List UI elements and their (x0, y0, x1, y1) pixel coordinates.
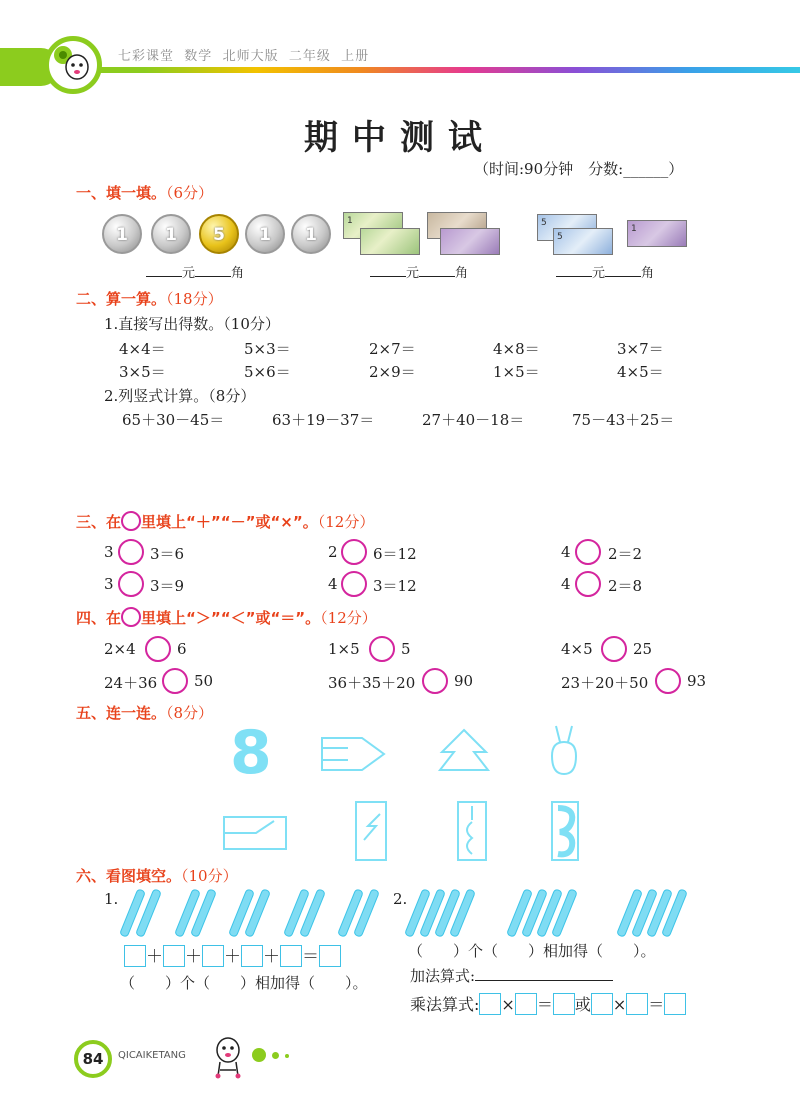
q1-number: 1. (104, 890, 119, 908)
footer-brand: QICAIKETANG (118, 1050, 186, 1061)
compare-right: 93 (687, 672, 707, 690)
answer-circle[interactable] (118, 539, 144, 565)
plus-sign: ＋ (224, 947, 241, 967)
page-number: 84 (74, 1040, 112, 1078)
addition-label: 加法算式: (410, 967, 476, 985)
q1-addition-boxes (124, 942, 341, 967)
compare-left: 4×5 (561, 640, 593, 658)
equals-sign: ＝ (302, 947, 319, 967)
shape-tree-half[interactable] (354, 800, 388, 862)
calc-item: 1×5＝ (493, 363, 540, 381)
compare-right: 25 (633, 640, 653, 658)
q2-multiplication-line (410, 992, 686, 1015)
op-left: 3 (104, 543, 114, 561)
calc-item: 5×6＝ (244, 363, 291, 381)
answer-box[interactable] (241, 945, 263, 967)
addition-blank[interactable] (475, 980, 613, 981)
op-item (561, 575, 571, 593)
section5-points: （8分） (166, 704, 214, 722)
op-left: 4 (561, 575, 571, 593)
answer-box[interactable] (626, 993, 648, 1015)
banknote-5-yuan (553, 228, 613, 255)
coin-label: 1 (165, 225, 177, 245)
compare-left: 1×5 (328, 640, 360, 658)
shape-digit-eight[interactable]: 8 (230, 718, 272, 788)
yuan-blank[interactable] (146, 276, 182, 277)
vertical-calc-item: 27＋40－18＝ (422, 411, 525, 429)
answer-box[interactable] (591, 993, 613, 1015)
calc-item: 4×8＝ (493, 340, 540, 358)
answer-circle[interactable] (162, 668, 188, 694)
banknote-1-jiao (360, 228, 420, 255)
op-left: 4 (561, 543, 571, 561)
page-title: 期中测试 (304, 118, 496, 158)
calc-item: 4×4＝ (119, 340, 166, 358)
footer-dot-small (285, 1054, 289, 1058)
compare-right: 90 (454, 672, 474, 690)
banknote-5-jiao (627, 220, 687, 247)
multiplication-label: 乘法算式: (410, 995, 480, 1014)
answer-circle[interactable] (575, 571, 601, 597)
op-left: 4 (328, 575, 338, 593)
q2-addition-line (410, 965, 613, 986)
op-item (328, 575, 338, 593)
op-left: 3 (104, 575, 114, 593)
header-mascot-badge (44, 36, 102, 94)
section3-points: （12分） (317, 513, 375, 531)
answer-circle[interactable] (145, 636, 171, 662)
answer-line-1 (146, 262, 244, 281)
section5-heading (76, 702, 213, 723)
section2-part1-title: 1.直接写出得数。（10分） (104, 315, 280, 333)
header-color-bar (0, 67, 800, 73)
compare-left: 36＋35＋20 (328, 674, 416, 692)
section1-points: （6分） (166, 184, 214, 202)
or-word: 或 (574, 995, 591, 1014)
equals-sign: ＝ (536, 995, 553, 1014)
equals-sign: ＝ (648, 995, 665, 1014)
answer-circle[interactable] (422, 668, 448, 694)
op-right: 3＝9 (150, 577, 185, 595)
answer-box[interactable] (319, 945, 341, 967)
section2-points: （18分） (166, 290, 223, 308)
answer-box[interactable] (202, 945, 224, 967)
coin-label: 1 (305, 225, 317, 245)
shape-tree-outline[interactable] (436, 726, 492, 774)
banknote-label: 1 (631, 224, 637, 234)
coin-label: 5 (213, 225, 225, 245)
answer-circle[interactable] (575, 539, 601, 565)
coin-1-yuan (102, 214, 142, 254)
section4-points: （12分） (320, 609, 377, 627)
op-right: 2＝2 (608, 545, 643, 563)
answer-circle[interactable] (341, 571, 367, 597)
banknote-label: 5 (557, 232, 563, 242)
compare-right: 50 (194, 672, 214, 690)
op-item (104, 543, 114, 561)
coin-label: 1 (259, 225, 271, 245)
section6-heading (76, 865, 238, 886)
plus-sign: ＋ (185, 947, 202, 967)
op-right: 3＝6 (150, 545, 185, 563)
header-edition: 北师大版 (222, 49, 279, 64)
q2-number: 2. (393, 890, 408, 908)
shape-rabbit-half[interactable] (456, 800, 488, 862)
calc-item: 2×9＝ (369, 363, 416, 381)
unit-jiao: 角 (231, 266, 245, 281)
section3-title-post: 里填上“＋”“－”或“×”。 (141, 513, 318, 531)
section5-title: 五、连一连。 (76, 704, 167, 722)
shape-eight-half[interactable] (550, 800, 580, 862)
answer-box[interactable] (515, 993, 537, 1015)
vertical-calc-item: 63＋19－37＝ (272, 411, 375, 429)
header-series: 七彩课堂 (118, 49, 175, 64)
section4-title-pre: 四、在 (76, 609, 122, 627)
answer-circle[interactable] (601, 636, 627, 662)
answer-circle[interactable] (118, 571, 144, 597)
jiao-blank[interactable] (195, 276, 231, 277)
answer-box[interactable] (280, 945, 302, 967)
banknote-label: 5 (541, 218, 547, 228)
banknote-5-jiao (440, 228, 500, 255)
answer-box[interactable] (479, 993, 501, 1015)
answer-line-2 (370, 262, 468, 281)
shape-arrow-outline[interactable] (318, 734, 388, 774)
header-subject: 数学 (184, 49, 213, 64)
section1-title: 一、填一填。 (76, 184, 167, 202)
vertical-calc-item: 65＋30－45＝ (122, 411, 225, 429)
compare-left: 2×4 (104, 640, 136, 658)
footer-dot-medium (272, 1052, 279, 1059)
coin-5-jiao (199, 214, 239, 254)
circle-icon (121, 607, 141, 627)
coin-1-jiao (245, 214, 285, 254)
section6-points: （10分） (181, 867, 238, 885)
calc-item: 3×7＝ (617, 340, 664, 358)
times-sign: × (501, 995, 515, 1014)
compare-left: 23＋20＋50 (561, 674, 649, 692)
header-grade: 二年级 (288, 49, 331, 64)
calc-item: 3×5＝ (119, 363, 166, 381)
op-right: 3＝12 (373, 577, 417, 595)
plus-sign: ＋ (146, 947, 163, 967)
section2-heading (76, 288, 223, 309)
unit-jiao: 角 (455, 266, 469, 281)
op-right: 6＝12 (373, 545, 417, 563)
coin-1-jiao (291, 214, 331, 254)
answer-box[interactable] (553, 993, 575, 1015)
answer-circle[interactable] (655, 668, 681, 694)
plus-sign: ＋ (263, 947, 280, 967)
compare-left: 24＋36 (104, 674, 158, 692)
header-volume: 上册 (341, 49, 370, 64)
coin-label: 1 (116, 225, 128, 245)
header-title (118, 45, 369, 64)
op-left: 2 (328, 543, 338, 561)
vertical-calc-item: 75－43＋25＝ (572, 411, 675, 429)
jiao-blank[interactable] (419, 276, 455, 277)
unit-yuan: 元 (406, 266, 420, 281)
answer-box[interactable] (163, 945, 185, 967)
times-sign: × (612, 995, 627, 1014)
compare-right: 6 (177, 640, 187, 658)
section6-title: 六、看图填空。 (76, 867, 182, 885)
q1-sentence: （ ）个（ ）相加得（ ）。 (120, 974, 368, 992)
section3-title-pre: 三、在 (76, 513, 122, 531)
time-score-line: （时间:90分钟 分数:______） (474, 160, 684, 178)
footer-dot-large (252, 1048, 266, 1062)
shape-arrow-half[interactable] (222, 815, 288, 851)
yuan-blank[interactable] (370, 276, 406, 277)
shape-rabbit-outline[interactable] (544, 722, 584, 778)
op-item (104, 575, 114, 593)
section2-title: 二、算一算。 (76, 290, 167, 308)
answer-box[interactable] (124, 945, 146, 967)
yuan-blank[interactable] (556, 276, 592, 277)
jiao-blank[interactable] (605, 276, 641, 277)
unit-yuan: 元 (592, 266, 606, 281)
calc-item: 4×5＝ (617, 363, 664, 381)
answer-line-3 (556, 262, 654, 281)
footer-mascot-icon (210, 1034, 246, 1080)
answer-circle[interactable] (369, 636, 395, 662)
calc-item: 2×7＝ (369, 340, 416, 358)
q2-sentence: （ ）个（ ）相加得（ ）。 (408, 942, 656, 960)
mascot-icon (49, 41, 97, 89)
section2-part2-title: 2.列竖式计算。（8分） (104, 387, 256, 405)
unit-yuan: 元 (182, 266, 196, 281)
answer-box[interactable] (664, 993, 686, 1015)
section3-heading (76, 511, 374, 532)
compare-right: 5 (401, 640, 411, 658)
section1-heading (76, 182, 213, 203)
section4-title-post: 里填上“＞”“＜”或“＝”。 (141, 609, 321, 627)
section4-heading (76, 607, 377, 628)
op-item (561, 543, 571, 561)
circle-icon (121, 511, 141, 531)
coin-1-jiao (151, 214, 191, 254)
banknote-label: 1 (347, 216, 353, 226)
unit-jiao: 角 (641, 266, 655, 281)
answer-circle[interactable] (341, 539, 367, 565)
calc-item: 5×3＝ (244, 340, 291, 358)
op-item (328, 543, 338, 561)
op-right: 2＝8 (608, 577, 643, 595)
